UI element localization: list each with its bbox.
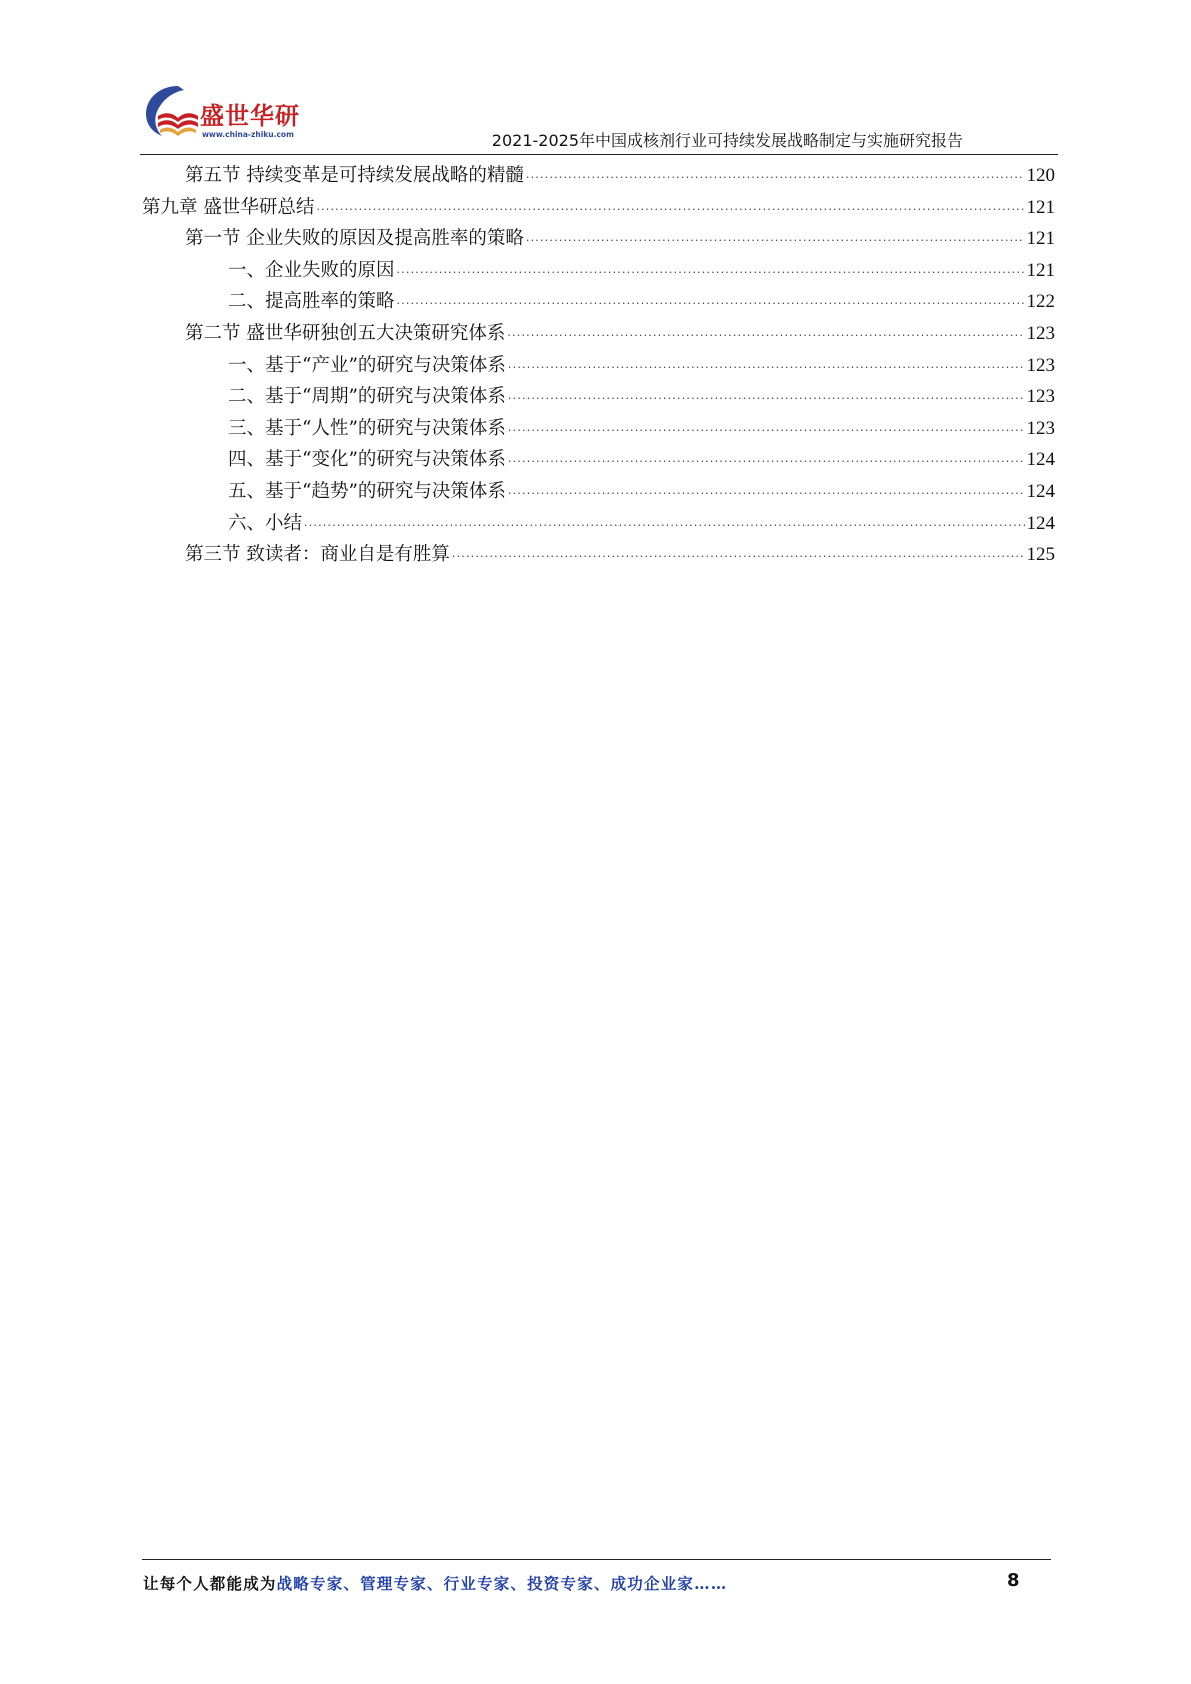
- report-title: 2021-2025年中国成核剂行业可持续发展战略制定与实施研究报告: [491, 131, 963, 150]
- toc-dot-leader: [452, 538, 1025, 570]
- toc-entry[interactable]: [142, 350, 1055, 382]
- page-number: 8: [1007, 1570, 1020, 1591]
- toc-dot-leader: [316, 191, 1024, 223]
- toc-entry[interactable]: [142, 508, 1055, 540]
- footer-slogan: [143, 1572, 728, 1594]
- footer-slogan-roles: 战略专家、管理专家、行业专家、投资专家、成功企业家……: [276, 1574, 728, 1593]
- toc-dot-leader: [397, 254, 1025, 286]
- toc-entry[interactable]: [142, 413, 1055, 445]
- toc-entry-title: 一、企业失败的原因: [228, 259, 395, 281]
- toc-entry-title: 第二节 盛世华研独创五大决策研究体系: [185, 322, 506, 344]
- toc-entry-page: 122: [1026, 291, 1055, 313]
- logo-url: www.china-zhiku.com: [202, 130, 294, 139]
- toc-entry-title: 四、基于“变化”的研究与决策体系: [228, 449, 506, 471]
- toc-entry-page: 121: [1026, 259, 1055, 281]
- toc-entry[interactable]: [142, 476, 1055, 508]
- toc-entry-page: 121: [1026, 196, 1055, 218]
- toc-entry-page: 124: [1026, 449, 1055, 471]
- toc-entry[interactable]: [142, 318, 1055, 350]
- toc-dot-leader: [526, 222, 1025, 254]
- toc-entry-page: 123: [1026, 417, 1055, 439]
- toc-entry-title: 一、基于“产业”的研究与决策体系: [228, 354, 506, 376]
- toc-entry-page: 125: [1026, 544, 1055, 566]
- toc-entry-title: 二、提高胜率的策略: [228, 291, 395, 313]
- toc-entry-title: 三、基于“人性”的研究与决策体系: [228, 417, 506, 439]
- toc-entry-title: 二、基于“周期”的研究与决策体系: [228, 386, 506, 408]
- toc-entry-title: 第三节 致读者：商业自是有胜算: [185, 544, 450, 566]
- toc-dot-leader: [507, 317, 1024, 349]
- toc-dot-leader: [508, 443, 1025, 475]
- toc-entry[interactable]: [142, 192, 1055, 224]
- toc-dot-leader: [508, 412, 1025, 444]
- toc-entry[interactable]: [142, 223, 1055, 255]
- toc-entry[interactable]: [142, 160, 1055, 192]
- brand-logo: [140, 80, 320, 150]
- toc-entry-title: 五、基于“趋势”的研究与决策体系: [228, 480, 506, 502]
- toc-entry[interactable]: [142, 255, 1055, 287]
- footer-slogan-lead: 让每个人都能成为: [143, 1574, 277, 1593]
- toc-dot-leader: [397, 285, 1025, 317]
- book-swoosh-logo-icon: [140, 80, 202, 144]
- toc-dot-leader: [526, 159, 1025, 191]
- toc-entry-title: 第九章 盛世华研总结: [142, 196, 315, 218]
- toc-dot-leader: [304, 507, 1024, 539]
- toc-dot-leader: [508, 349, 1025, 381]
- toc-entry[interactable]: [142, 286, 1055, 318]
- header-divider: [140, 154, 1058, 155]
- toc-entry[interactable]: [142, 539, 1055, 571]
- toc-entry-page: 124: [1026, 512, 1055, 534]
- footer-divider: [142, 1559, 1051, 1560]
- toc-entry[interactable]: [142, 444, 1055, 476]
- toc-entry-page: 123: [1026, 354, 1055, 376]
- logo-text: 盛世华研: [200, 102, 300, 130]
- toc-entry-page: 123: [1026, 386, 1055, 408]
- table-of-contents: [142, 160, 1055, 571]
- toc-dot-leader: [508, 380, 1025, 412]
- toc-entry-page: 120: [1026, 165, 1055, 186]
- toc-entry[interactable]: [142, 381, 1055, 413]
- toc-entry-page: 121: [1026, 228, 1055, 250]
- toc-entry-page: 124: [1026, 480, 1055, 502]
- toc-entry-title: 六、小结: [228, 512, 303, 534]
- toc-entry-title: 第一节 企业失败的原因及提高胜率的策略: [185, 228, 524, 250]
- toc-entry-title: 第五节 持续变革是可持续发展战略的精髓: [185, 165, 524, 186]
- toc-dot-leader: [508, 475, 1025, 507]
- toc-entry-page: 123: [1026, 322, 1055, 344]
